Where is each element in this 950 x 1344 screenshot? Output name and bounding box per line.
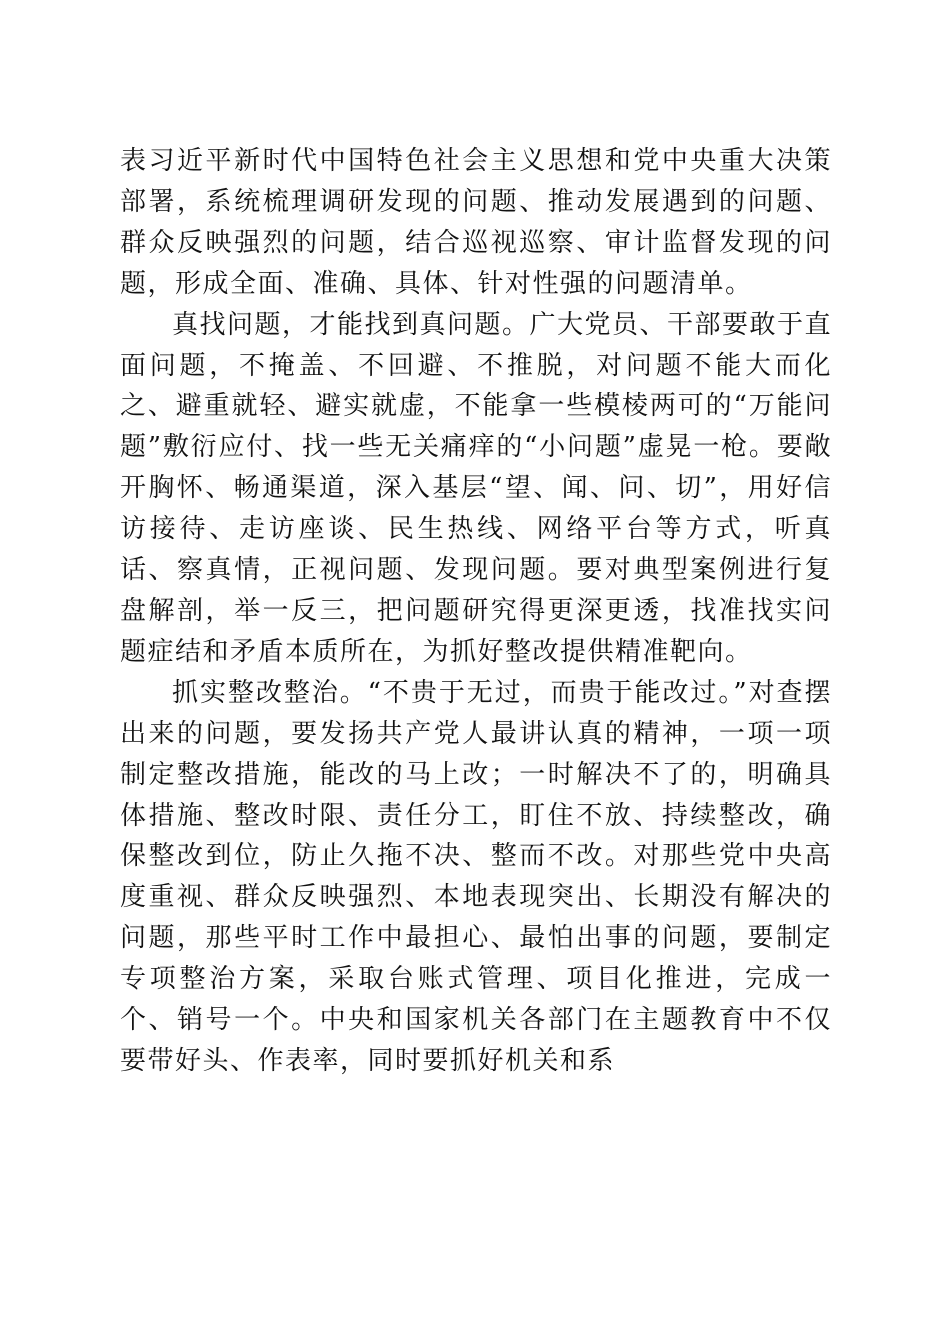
document-page bbox=[120, 141, 832, 1082]
paragraph-rectification: 抓实整改整治。“不贵于无过，而贵于能改过。”对查摆出来的问题，要发扬共产党人最讲认真的精神，一项一项制定整改措施，能改的马上改；一时解决不了的，明确具体措施、整改时限、责任分工，盯住不放、持续整改，确保整改到位，防止久拖不决、整而不改。对那些党中央高度重视、群众反映强烈、本地表现突出、长期没有解决的问题，那些平时工作中最担心、最怕出事的问题，要制定专项整治方案，采取台账式管理、项目化推进，完成一个、销号一个。中央和国家机关各部门在主题教育中不仅要带好头、作表率，同时要抓好机关和系 bbox=[120, 677, 832, 1076]
paragraph-find-problems: 真找问题，才能找到真问题。广大党员、干部要敢于直面问题，不掩盖、不回避、不推脱，对问题不能大而化之、避重就轻、避实就虚，不能拿一些模棱两可的“万能问题”敷衍应付、找一些无关痛痒的“小问题”虚晃一枪。要敞开胸怀、畅通渠道，深入基层“望、闻、问、切”，用好信访接待、走访座谈、民生热线、网络平台等方式，听真话、察真情，正视问题、发现问题。要对典型案例进行复盘解剖，举一反三，把问题研究得更深更透，找准找实问题症结和矛盾本质所在，为抓好整改提供精准靶向。 bbox=[120, 309, 833, 667]
paragraph-continuation: 表习近平新时代中国特色社会主义思想和党中央重大决策部署，系统梳理调研发现的问题、推动发展遇到的问题、群众反映强烈的问题，结合巡视巡察、审计监督发现的问题，形成全面、准确、具体、针对性强的问题清单。 bbox=[120, 146, 832, 299]
